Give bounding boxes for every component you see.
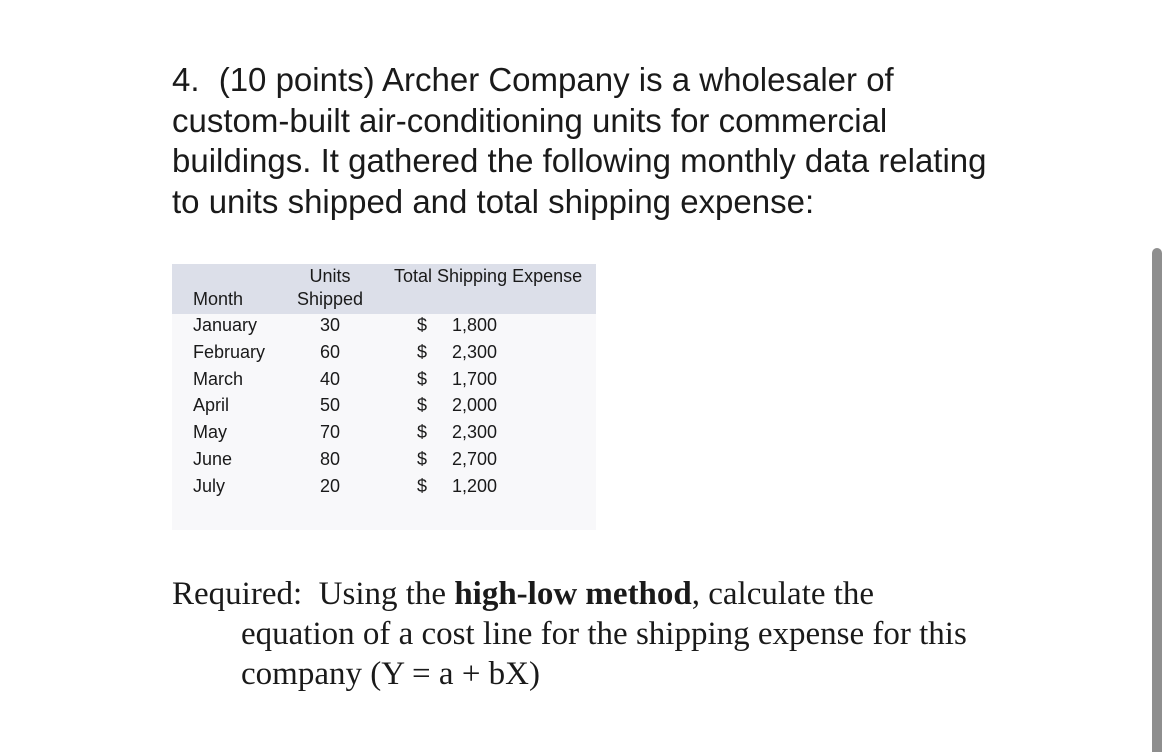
table-cell-units: 30 <box>319 315 341 335</box>
required-line-2: equation of a cost line for the shipping expense for this <box>241 616 967 652</box>
required-line1-post: , calculate the <box>691 576 875 612</box>
table-cell-expense: 1,700 <box>452 368 498 389</box>
required-method: high-low method <box>454 576 692 612</box>
table-cell-month: January <box>193 315 258 335</box>
table-cell-month: February <box>193 341 266 362</box>
header-total-shipping-expense: Total Shipping Expense <box>394 266 583 286</box>
table-cell-expense: 2,000 <box>452 395 498 416</box>
table-cell-expense: 1,200 <box>452 475 498 496</box>
table-cell-currency: $ <box>417 475 428 496</box>
table-cell-currency: $ <box>417 422 428 443</box>
required-instructions <box>172 574 1032 694</box>
table-cell-expense: 1,800 <box>452 315 498 335</box>
table-cell-currency: $ <box>417 341 428 362</box>
table-header <box>172 264 596 314</box>
table-cell-currency: $ <box>417 449 428 469</box>
required-line-3: company (Y = a + bX) <box>241 656 540 692</box>
required-pre: Using the <box>318 576 447 612</box>
table-cell-month: March <box>193 368 244 389</box>
header-units-line2: Shipped <box>296 289 364 309</box>
required-line-1 <box>172 574 1032 614</box>
table-cell-expense: 2,300 <box>452 341 498 362</box>
table-cell-currency: $ <box>417 395 428 416</box>
table-cell-month: July <box>193 475 226 496</box>
header-month: Month <box>193 289 244 309</box>
header-units-line1: Units <box>309 266 351 286</box>
shipping-data-table <box>172 264 596 530</box>
table-cell-units: 40 <box>319 368 341 389</box>
table-cell-month: June <box>193 449 233 469</box>
question-number: 4. <box>172 61 200 98</box>
table-cell-units: 80 <box>319 449 341 469</box>
question-text <box>172 60 992 222</box>
table-cell-month: May <box>193 422 228 443</box>
table-cell-units: 50 <box>319 395 341 416</box>
table-cell-month: April <box>193 395 230 416</box>
question-points: (10 points) <box>218 61 375 98</box>
table-cell-units: 70 <box>319 422 341 443</box>
table-cell-currency: $ <box>417 315 428 335</box>
table-cell-units: 20 <box>319 475 341 496</box>
table-cell-currency: $ <box>417 368 428 389</box>
question-body: Archer Company is a wholesaler of custom-built air-conditioning units for commercial buildings. It gathered the following monthly data relating to units shipped and total shipping expense: <box>172 61 987 220</box>
table-cell-units: 60 <box>319 341 341 362</box>
required-label: Required: <box>172 576 303 612</box>
table-cell-expense: 2,300 <box>452 422 498 443</box>
table-cell-expense: 2,700 <box>452 449 498 469</box>
vertical-scrollbar[interactable] <box>1152 248 1162 752</box>
